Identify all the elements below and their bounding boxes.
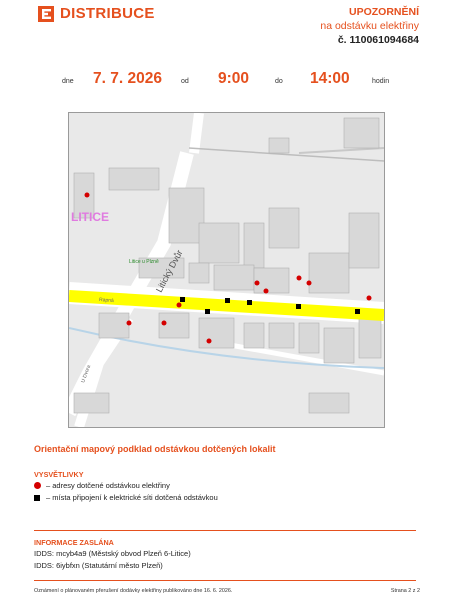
info-row: IDDS: mcyb4a9 (Městský obvod Plzeň 6-Litice)	[34, 549, 191, 558]
info-row: IDDS: 6iybfxn (Statutární město Plzeň)	[34, 561, 163, 570]
page-number: Strana 2 z 2	[390, 588, 420, 594]
legend-text-connection: – místa připojení k elektrické síti dotčená odstávkou	[46, 493, 218, 502]
notice-title: UPOZORNĚNÍ	[348, 6, 419, 18]
day-value: 7. 7. 2026	[93, 70, 162, 87]
notice-number: č. 110061094684	[337, 34, 419, 46]
brand-logo	[38, 5, 155, 22]
legend-text-address: – adresy dotčené odstávkou elektřiny	[46, 481, 170, 490]
main-street-label: Rapná	[98, 297, 114, 305]
footer-note: Oznámení o plánovaném přerušení dodávky elektřiny publikováno dne 16. 6. 2026.	[34, 588, 233, 594]
side-street-label: Litický Dvůr	[153, 248, 185, 294]
black-square-icon	[34, 495, 40, 501]
to-label: do	[275, 78, 283, 85]
to-value: 14:00	[310, 70, 350, 87]
from-label: od	[181, 78, 189, 85]
from-value: 9:00	[218, 70, 250, 87]
divider	[34, 580, 416, 581]
bus-stop-label: Litice u Plzně	[129, 259, 159, 265]
locality-label: LITICE	[71, 210, 109, 224]
legend-item-address	[34, 481, 170, 490]
divider	[34, 530, 416, 531]
cez-logo-icon	[38, 6, 54, 22]
legend-title: VYSVĚTLIVKY	[34, 470, 84, 479]
notice-subtitle: na odstávku elektřiny	[320, 20, 419, 32]
lower-street-label: U Dvora	[80, 364, 93, 384]
legend-item-connection	[34, 493, 218, 502]
map-caption: Orientační mapový podklad odstávkou dotčených lokalit	[34, 444, 276, 454]
red-dot-icon	[34, 482, 41, 489]
brand-name: DISTRIBUCE	[60, 5, 155, 22]
day-label: dne	[62, 78, 74, 85]
info-title: INFORMACE ZASLÁNA	[34, 538, 114, 547]
hours-label: hodin	[372, 78, 390, 85]
notice-header	[320, 5, 419, 47]
outage-time-row	[0, 70, 450, 92]
outage-map[interactable]	[68, 112, 385, 428]
